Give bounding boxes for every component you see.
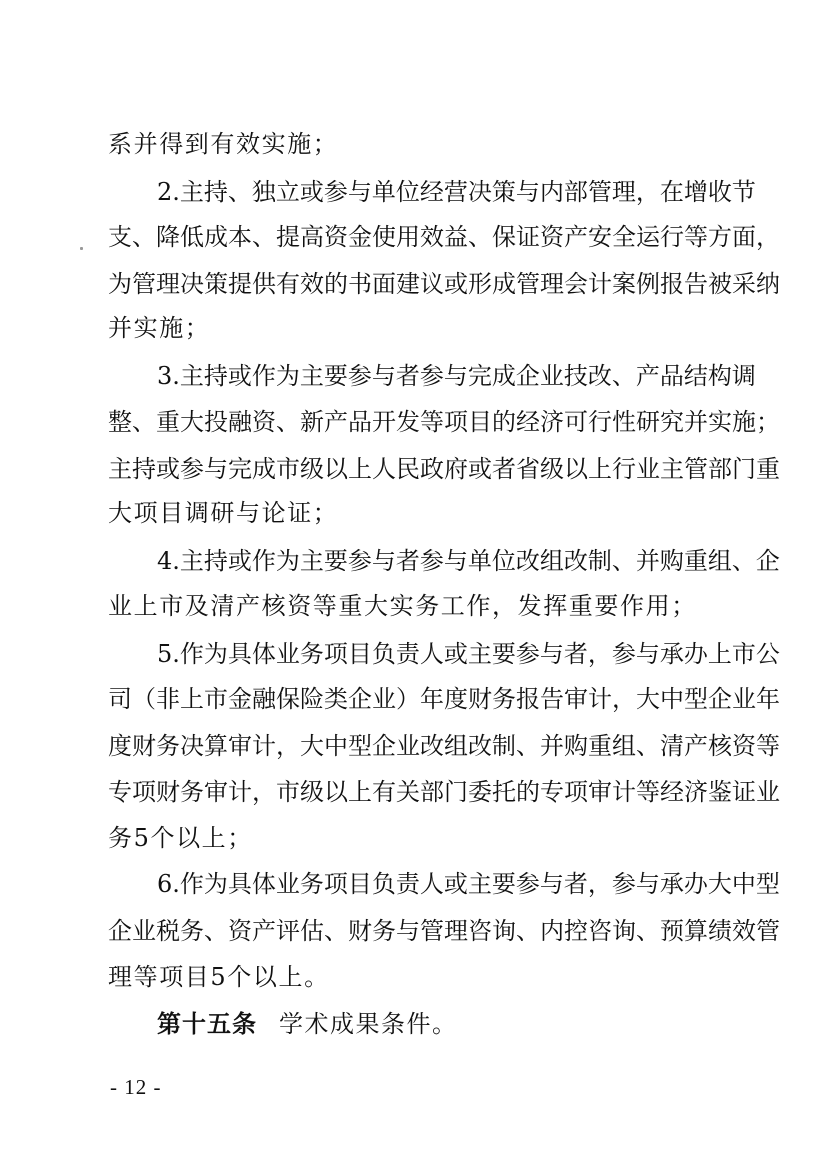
paragraph-line: 系并得到有效实施； xyxy=(108,130,339,158)
paragraph-line: 度财务决算审计，大中型企业改组改制、并购重组、清产核资等 xyxy=(108,732,780,760)
article-number: 第十五条 xyxy=(157,1009,257,1038)
margin-mark xyxy=(80,247,83,250)
paragraph-line: 并实施； xyxy=(108,314,211,342)
article-title: 学术成果条件。 xyxy=(279,1010,458,1038)
paragraph-line: 理等项目5个以上。 xyxy=(108,963,330,991)
page-number: - 12 - xyxy=(110,1075,162,1099)
paragraph-line: 务5个以上； xyxy=(108,824,253,852)
paragraph-line: 支、降低成本、提高资金使用效益、保证资产安全运行等方面， xyxy=(108,223,780,251)
paragraph-line: 4.主持或作为主要参与者参与单位改组改制、并购重组、企 xyxy=(157,547,780,575)
paragraph-line: 为管理决策提供有效的书面建议或形成管理会计案例报告被采纳 xyxy=(108,270,780,298)
paragraph-line: 5.作为具体业务项目负责人或主要参与者，参与承办上市公 xyxy=(157,640,780,668)
paragraph-line: 整、重大投融资、新产品开发等项目的经济可行性研究并实施； xyxy=(108,408,780,436)
paragraph-line: 6.作为具体业务项目负责人或主要参与者，参与承办大中型 xyxy=(157,870,780,898)
paragraph-line: 业上市及清产核资等重大实务工作，发挥重要作用； xyxy=(108,592,697,620)
paragraph-line: 2.主持、独立或参与单位经营决策与内部管理，在增收节 xyxy=(157,178,756,206)
paragraph-line: 3.主持或作为主要参与者参与完成企业技改、产品结构调 xyxy=(157,362,756,390)
paragraph-line: 大项目调研与论证； xyxy=(108,499,339,527)
paragraph-line: 主持或参与完成市级以上人民政府或者省级以上行业主管部门重 xyxy=(108,455,780,483)
paragraph-line: 企业税务、资产评估、财务与管理咨询、内控咨询、预算绩效管 xyxy=(108,917,780,945)
paragraph-line: 专项财务审计，市级以上有关部门委托的专项审计等经济鉴证业 xyxy=(108,778,780,806)
paragraph-line: 司（非上市金融保险类企业）年度财务报告审计，大中型企业年 xyxy=(108,685,780,713)
article-heading xyxy=(157,1010,458,1038)
